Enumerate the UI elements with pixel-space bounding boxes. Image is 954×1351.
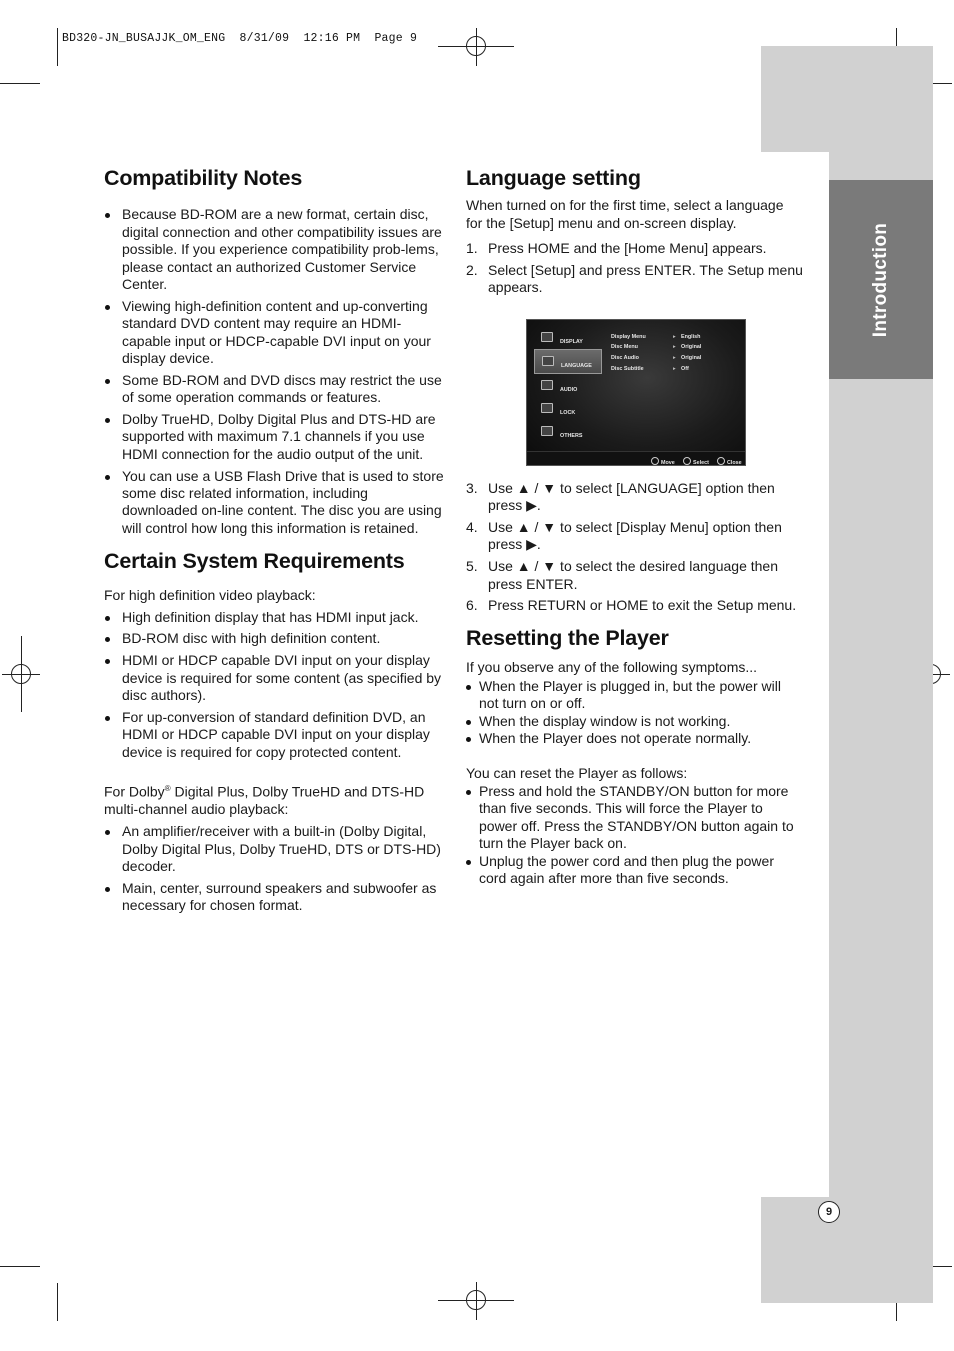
step-item	[466, 597, 803, 614]
list-item: Some BD-ROM and DVD discs may restrict the use of some operation commands or features.	[104, 372, 444, 407]
language-steps-second	[466, 480, 803, 615]
language-steps-first	[466, 240, 803, 297]
arrow-right-icon: ▸	[673, 344, 676, 351]
arrow-right-icon: ▸	[673, 333, 676, 340]
setup-menu-item	[534, 326, 602, 349]
footer-label: Select	[693, 459, 709, 466]
list-item: Because BD-ROM are a new format, certain disc, digital connection and other compatibility issues are possible. If you experience compatibility prob-lems, please contact an authorized Customer Service Center.	[104, 206, 444, 293]
step-number: 3.	[466, 479, 478, 496]
footer-select	[683, 455, 709, 472]
setup-menu-sidebar	[534, 326, 602, 443]
step-number: 2.	[466, 262, 478, 279]
select-icon	[683, 457, 691, 465]
list-item: Press and hold the STANDBY/ON button for more than five seconds. This will force the Player to power off. Press the STANDBY/ON button again to turn the Player back on.	[466, 783, 803, 853]
list-item: When the Player is plugged in, but the power will not turn on or off.	[466, 678, 803, 713]
list-item: HDMI or HDCP capable DVI input on your display device is required for some content (as specified by disc authors).	[104, 652, 444, 704]
list-item: Dolby TrueHD, Dolby Digital Plus and DTS-HD are supported with maximum 7.1 channels if you use HDMI connection for the audio output of the unit.	[104, 411, 444, 463]
video-requirements-list	[104, 609, 444, 761]
footer-label: Move	[661, 459, 675, 466]
step-item	[466, 240, 803, 257]
language-title: Language setting	[466, 166, 641, 190]
reset-title: Resetting the Player	[466, 625, 669, 650]
requirements-title: Certain System Requirements	[104, 549, 405, 574]
step-item	[466, 262, 803, 297]
setup-menu-label: OTHERS	[560, 432, 583, 439]
setup-option-row	[611, 339, 737, 350]
video-intro: For high definition video playback:	[104, 586, 316, 603]
option-key: Disc Audio	[611, 355, 639, 362]
side-band-top	[761, 46, 933, 152]
option-key: Display Menu	[611, 333, 646, 340]
option-value: Original	[681, 344, 702, 351]
section-tab-label: Introduction	[870, 222, 891, 338]
setup-option-row	[611, 350, 737, 361]
step-item	[466, 519, 803, 554]
audio-intro-pre: For Dolby	[104, 783, 165, 800]
setup-option-row	[611, 361, 737, 372]
page-number: 9	[818, 1201, 840, 1223]
reset-how-intro: You can reset the Player as follows:	[466, 764, 688, 781]
list-item: High definition display that has HDMI input jack.	[104, 609, 444, 626]
language-intro: When turned on for the first time, select a language for the [Setup] menu and on-screen display.	[466, 197, 784, 231]
footer-label: Close	[727, 459, 742, 466]
setup-menu-item	[534, 420, 602, 443]
lock-icon	[541, 403, 553, 413]
reset-how-list	[466, 783, 803, 888]
side-band-bottom	[761, 1197, 933, 1303]
list-item: Viewing high-definition content and up-converting standard DVD content may require an HDMI-capable input or HDCP-capable DVI input on your display device.	[104, 298, 444, 368]
step-text: Use ▲ / ▼ to select [LANGUAGE] option then press ▶.	[488, 479, 775, 514]
list-item: Unplug the power cord and then plug the power cord again after more than five seconds.	[466, 853, 803, 888]
setup-menu-footer	[527, 451, 745, 465]
list-item: For up-conversion of standard definition DVD, an HDMI or HDCP capable DVI input on your display device is required for copy protected content.	[104, 709, 444, 761]
close-icon	[717, 457, 725, 465]
step-text: Select [Setup] and press ENTER. The Setup menu appears.	[488, 262, 803, 296]
step-number: 5.	[466, 558, 478, 575]
option-value: Off	[681, 365, 689, 372]
setup-menu-label: LANGUAGE	[561, 362, 592, 369]
footer-move	[651, 455, 675, 472]
step-number: 6.	[466, 597, 478, 614]
list-item: An amplifier/receiver with a built-in (Dolby Digital, Dolby Digital Plus, Dolby TrueHD, DTS or DTS-HD) decoder.	[104, 823, 444, 875]
option-key: Disc Subtitle	[611, 365, 644, 372]
language-icon	[542, 356, 554, 366]
option-value: Original	[681, 355, 702, 362]
list-item: Main, center, surround speakers and subwoofer as necessary for chosen format.	[104, 880, 444, 915]
step-number: 4.	[466, 519, 478, 536]
list-item: When the display window is not working.	[466, 713, 803, 730]
option-key: Disc Menu	[611, 344, 638, 351]
step-item	[466, 558, 803, 593]
step-text: Use ▲ / ▼ to select the desired language then press ENTER.	[488, 558, 778, 592]
list-item: You can use a USB Flash Drive that is used to store some disc related information, including downloaded on-line content. The disc you are using will control how long this information is retained.	[104, 468, 444, 538]
display-icon	[541, 332, 553, 342]
setup-menu-item-selected	[534, 349, 602, 374]
arrow-right-icon: ▸	[673, 355, 676, 362]
setup-menu-item	[534, 374, 602, 397]
compatibility-list	[104, 206, 444, 537]
others-icon	[541, 426, 553, 436]
list-item: BD-ROM disc with high definition content.	[104, 630, 444, 647]
setup-option-row	[611, 329, 737, 340]
step-text: Press HOME and the [Home Menu] appears.	[488, 240, 767, 257]
left-column	[104, 166, 444, 919]
audio-intro-post: Digital Plus, Dolby TrueHD and DTS-HD multi-channel audio playback:	[104, 783, 425, 818]
option-value: English	[681, 333, 701, 340]
list-item: When the Player does not operate normally.	[466, 730, 803, 747]
setup-menu-screenshot	[526, 319, 746, 466]
step-text: Use ▲ / ▼ to select [Display Menu] option then press ▶.	[488, 519, 782, 553]
right-column	[466, 166, 803, 888]
setup-menu-label: DISPLAY	[560, 338, 583, 345]
setup-menu-label: LOCK	[560, 409, 576, 416]
step-text: Press RETURN or HOME to exit the Setup menu.	[488, 597, 797, 614]
arrow-right-icon: ▸	[673, 365, 676, 372]
registered-mark: ®	[164, 784, 171, 794]
setup-menu-item	[534, 397, 602, 420]
printer-slug: BD320-JN_BUSAJJK_OM_ENG 8/31/09 12:16 PM Page 9	[62, 32, 418, 45]
step-item	[466, 480, 803, 515]
footer-close	[717, 455, 742, 472]
move-icon	[651, 457, 659, 465]
compatibility-title: Compatibility Notes	[104, 166, 303, 190]
audio-intro	[104, 780, 444, 818]
step-number: 1.	[466, 240, 478, 257]
reset-symptoms-list	[466, 678, 803, 748]
setup-menu-label: AUDIO	[560, 386, 578, 393]
setup-menu-options	[611, 329, 737, 371]
reset-intro: If you observe any of the following symptoms...	[466, 659, 758, 676]
section-tab	[829, 180, 933, 379]
audio-icon	[541, 380, 553, 390]
audio-requirements-list	[104, 823, 444, 914]
